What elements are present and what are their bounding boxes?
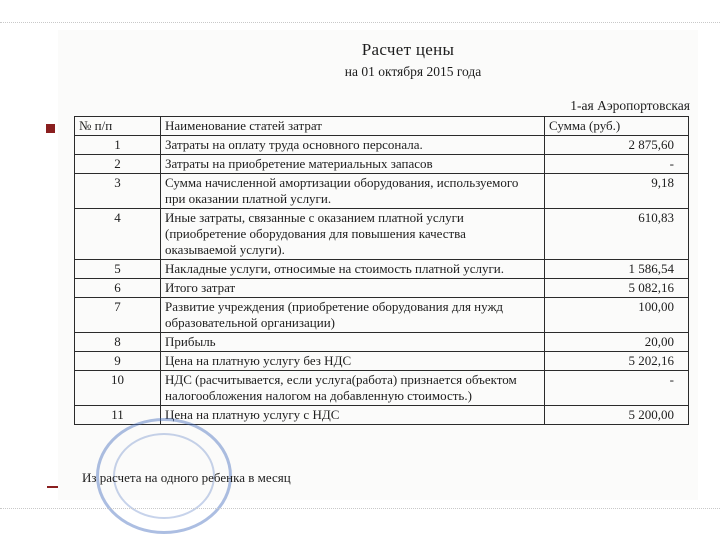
row-number: 2 <box>75 155 161 174</box>
table-row <box>75 371 689 406</box>
table-row <box>75 174 689 209</box>
row-amount: - <box>545 371 689 406</box>
header-number: № п/п <box>75 117 161 136</box>
row-amount: 20,00 <box>545 333 689 352</box>
document-title: Расчет цены <box>361 40 455 59</box>
row-name: Развитие учреждения (приобретение оборудования для нужд образовательной организации) <box>161 298 545 333</box>
row-number: 7 <box>75 298 161 333</box>
organization-name: 1-ая Аэропортовская <box>570 98 690 113</box>
table-row <box>75 136 689 155</box>
row-number: 10 <box>75 371 161 406</box>
row-number: 1 <box>75 136 161 155</box>
table-row <box>75 352 689 371</box>
bottom-divider <box>0 508 720 509</box>
row-number: 3 <box>75 174 161 209</box>
document-footnote: Из расчета на одного ребенка в месяц <box>82 470 291 485</box>
row-number: 8 <box>75 333 161 352</box>
row-amount: 5 200,00 <box>545 406 689 425</box>
row-name: Затраты на оплату труда основного персонала. <box>161 136 545 155</box>
row-name: Сумма начисленной амортизации оборудования, используемого при оказании платной услуги. <box>161 174 545 209</box>
slide-bullet <box>46 124 55 133</box>
table-row <box>75 260 689 279</box>
header-name: Наименование статей затрат <box>161 117 545 136</box>
table-row <box>75 155 689 174</box>
cost-table <box>74 116 689 425</box>
row-amount: 100,00 <box>545 298 689 333</box>
row-name: Итого затрат <box>161 279 545 298</box>
row-name: Затраты на приобретение материальных запасов <box>161 155 545 174</box>
table-row <box>75 209 689 260</box>
table-row <box>75 333 689 352</box>
row-name: Цена на платную услугу без НДС <box>161 352 545 371</box>
row-amount: 5 082,16 <box>545 279 689 298</box>
row-number: 11 <box>75 406 161 425</box>
row-name: Накладные услуги, относимые на стоимость платной услуги. <box>161 260 545 279</box>
row-name: Цена на платную услугу с НДС <box>161 406 545 425</box>
table-row <box>75 279 689 298</box>
row-amount: - <box>545 155 689 174</box>
row-amount: 9,18 <box>545 174 689 209</box>
row-name: Прибыль <box>161 333 545 352</box>
table-header-row <box>75 117 689 136</box>
top-divider <box>0 22 720 23</box>
row-number: 6 <box>75 279 161 298</box>
header-amount: Сумма (руб.) <box>545 117 689 136</box>
table-row <box>75 298 689 333</box>
row-amount: 610,83 <box>545 209 689 260</box>
row-amount: 1 586,54 <box>545 260 689 279</box>
row-number: 4 <box>75 209 161 260</box>
document-subtitle: на 01 октября 2015 года <box>344 64 482 79</box>
row-number: 9 <box>75 352 161 371</box>
row-number: 5 <box>75 260 161 279</box>
row-amount: 2 875,60 <box>545 136 689 155</box>
row-name: Иные затраты, связанные с оказанием платной услуги (приобретение оборудования для повышения качества оказываемой услуги). <box>161 209 545 260</box>
row-amount: 5 202,16 <box>545 352 689 371</box>
scanned-document <box>58 30 698 500</box>
row-name: НДС (расчитывается, если услуга(работа) признается объектом налогообложения налогом на добавленную стоимость.) <box>161 371 545 406</box>
